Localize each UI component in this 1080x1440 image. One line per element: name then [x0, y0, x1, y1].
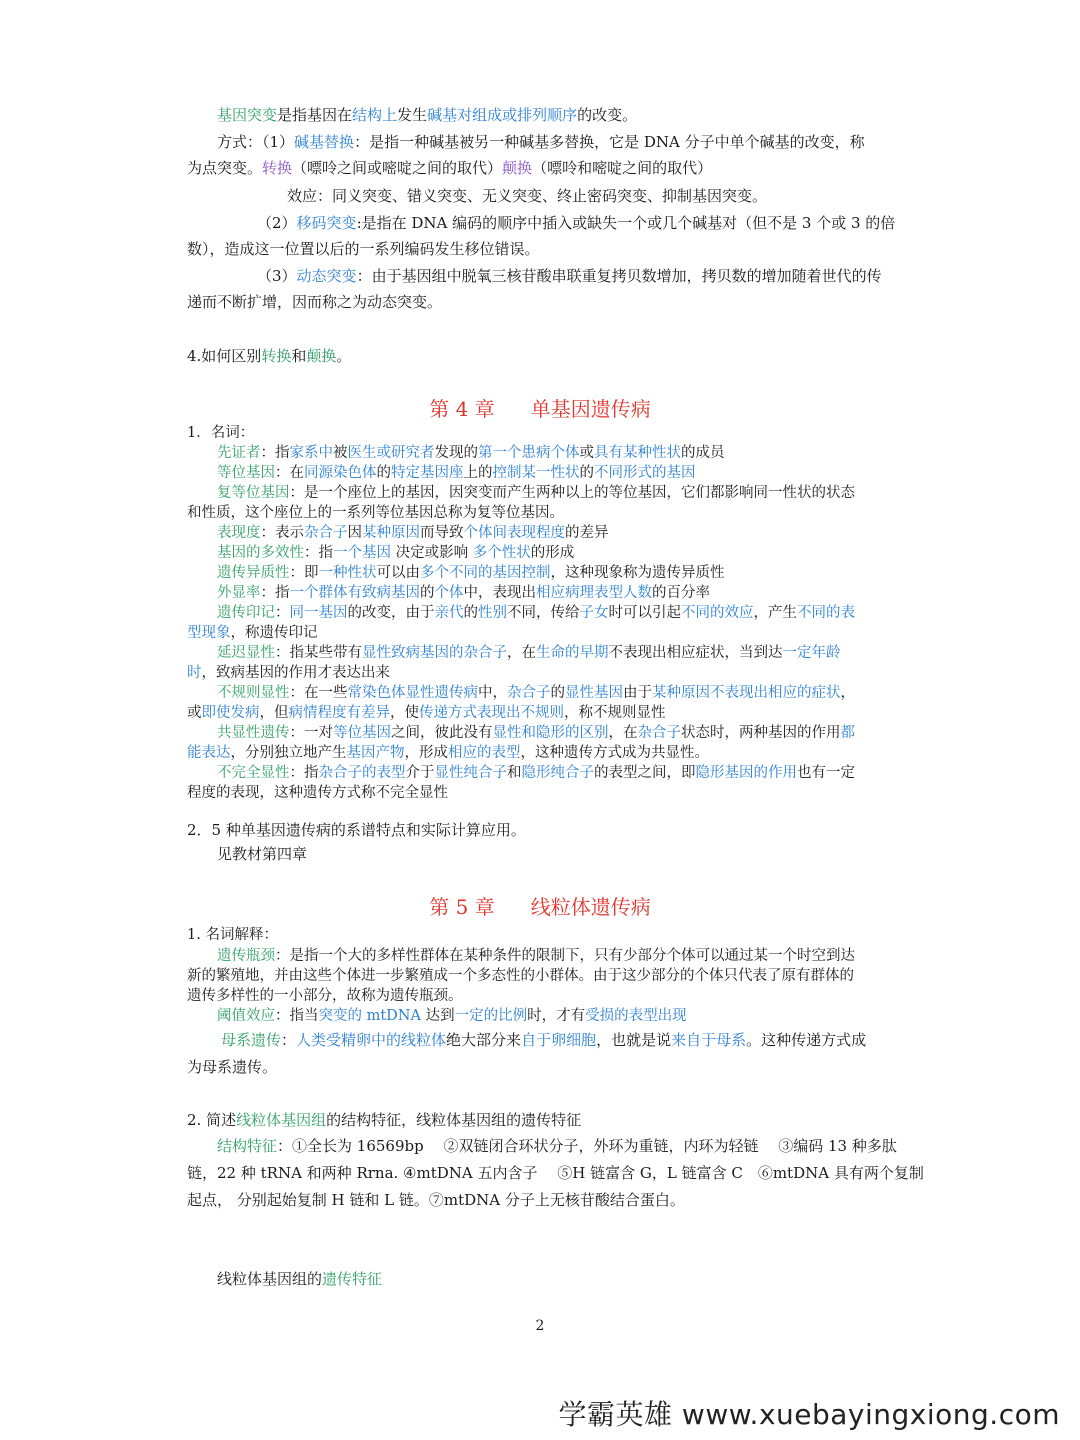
chapter-4-heading: 第 4 章 单基因遗传病 [429, 397, 651, 421]
term-heterogeneity: 遗传异质性：即一种性状可以由多个不同的基因控制，这种现象称为遗传异质性 [217, 565, 725, 581]
mutation-method-3-cont: 递而不断扩增，因而称之为动态突变。 [187, 293, 443, 311]
term-irregular-dominance: 不规则显性：在一些常染色体显性遗传病中，杂合子的显性基因由于某种原因不表现出相应的症状， [217, 685, 855, 701]
ch5-section-2-title: 2. 简述线粒体基因组的结构特征，线粒体基因组的遗传特征 [187, 1111, 582, 1129]
structure-features-cont-1: 链，22 种 tRNA 和两种 Rrna. ④mtDNA 五内含子 ⑤H 链富含 G，L 链富含 C ⑥mtDNA 具有两个复制 [187, 1164, 924, 1182]
inheritance-features-heading: 线粒体基因组的遗传特征 [217, 1270, 383, 1288]
term-imprinting: 遗传印记：同一基因的改变，由于亲代的性别不同，传给子女时可以引起不同的效应，产生不同的表 [217, 605, 855, 621]
term-proband: 先证者：指家系中被医生或研究者发现的第一个患病个体或具有某种性状的成员 [217, 445, 725, 461]
term-delayed-dominance: 延迟显性：指某些带有显性致病基因的杂合子，在生命的早期不表现出相应症状，当到达一定年龄 [217, 645, 841, 661]
term-maternal-inheritance-cont: 为母系遗传。 [187, 1058, 278, 1076]
page-number: 2 [535, 1318, 545, 1334]
mutation-method-1-cont: 为点突变。转换（嘌呤之间或嘧啶之间的取代）颠换（嘌呤和嘧啶之间的取代） [187, 159, 713, 177]
term-maternal-inheritance: 母系遗传：人类受精卵中的线粒体绝大部分来自于卵细胞，也就是说来自于母系。这种传递方式成 [221, 1031, 867, 1049]
chapter-5-heading: 第 5 章 线粒体遗传病 [429, 895, 651, 919]
ch4-section-2-title: 2．5 种单基因遗传病的系谱特点和实际计算应用。 [187, 821, 526, 839]
term-genetic-bottleneck: 遗传瓶颈：是指一个大的多样性群体在某种条件的限制下，只有少部分个体可以通过某一个时空到达 [217, 948, 855, 964]
term-penetrance: 外显率：指一个群体有致病基因的个体中，表现出相应病理表型人数的百分率 [217, 585, 710, 601]
structure-features-cont-2: 起点， 分别起始复制 H 链和 L 链。⑦mtDNA 分子上无核苷酸结合蛋白。 [187, 1191, 685, 1209]
term-codominance-cont: 能表达，分别独立地产生基因产物，形成相应的表型，这种遗传方式成为共显性。 [187, 745, 709, 761]
term-allele: 等位基因：在同源染色体的特定基因座上的控制某一性状的不同形式的基因 [217, 465, 696, 481]
term-expressivity: 表现度：表示杂合子因某种原因而导致个体间表现程度的差异 [217, 525, 609, 541]
term-irregular-dominance-cont: 或即使发病，但病情程度有差异，使传递方式表现出不规则，称不规则显性 [187, 705, 666, 721]
term-delayed-dominance-cont: 时，致病基因的作用才表达出来 [187, 665, 390, 681]
term-incomplete-dominance-cont: 程度的表现，这种遗传方式称不完全显性 [187, 785, 448, 801]
mutation-method-1: 方式：（1）碱基替换：是指一种碱基被另一种碱基多替换，它是 DNA 分子中单个碱基的改变，称 [217, 133, 865, 151]
ch4-section-2-note: 见教材第四章 [217, 845, 308, 863]
term-multiple-alleles: 复等位基因：是一个座位上的基因，因突变而产生两种以上的等位基因，它们都影响同一性状的状态 [217, 485, 855, 501]
ch5-section-1-title: 1. 名词解释： [187, 927, 278, 943]
term-multiple-alleles-cont: 和性质，这个座位上的一系列等位基因总称为复等位基因。 [187, 505, 564, 521]
term-pleiotropy: 基因的多效性：指一个基因 决定或影响 多个性状的形成 [217, 545, 575, 561]
term-codominance: 共显性遗传：一对等位基因之间，彼此没有显性和隐形的区别，在杂合子状态时，两种基因的作用都 [217, 725, 855, 741]
mutation-method-2-cont: 数），造成这一位置以后的一系列编码发生移位错误。 [187, 240, 540, 258]
mutation-method-3: （3）动态突变：由于基因组中脱氧三核苷酸串联重复拷贝数增加，拷贝数的增加随着世代的传 [257, 267, 882, 285]
structure-features: 结构特征：①全长为 16569bp ②双链闭合环状分子，外环为重链，内环为轻链 ③编码 13 种多肽 [217, 1137, 897, 1155]
term-genetic-bottleneck-cont-2: 遗传多样性的一小部分，故称为遗传瓶颈。 [187, 988, 463, 1004]
mutation-method-2: （2）移码突变:是指在 DNA 编码的顺序中插入或缺失一个或几个碱基对（但不是 3 个或 3 的倍 [257, 214, 896, 232]
mutation-effects: 效应：同义突变、错义突变、无义突变、终止密码突变、抑制基因突变。 [287, 187, 768, 205]
term-incomplete-dominance: 不完全显性：指杂合子的表型介于显性纯合子和隐形纯合子的表型之间，即隐形基因的作用也有一定 [217, 765, 855, 781]
watermark-footer: 学霸英雄 www.xuebayingxiong.com [558, 1398, 1060, 1431]
term-gene-mutation: 基因突变 [217, 106, 278, 124]
question-4: 4.如何区别转换和颠换。 [187, 347, 352, 365]
mutation-definition: 基因突变是指基因在结构上发生碱基对组成或排列顺序的改变。 [217, 106, 638, 124]
term-threshold-effect: 阈值效应：指当突变的 mtDNA 达到一定的比例时，才有受损的表型出现 [217, 1008, 687, 1024]
ch4-section-1-title: 1．名词： [187, 425, 255, 441]
term-genetic-bottleneck-cont-1: 新的繁殖地，并由这些个体进一步繁殖成一个多态性的小群体。由于这少部分的个体只代表了原有群体的 [187, 968, 854, 984]
term-imprinting-cont: 型现象，称遗传印记 [187, 625, 318, 641]
